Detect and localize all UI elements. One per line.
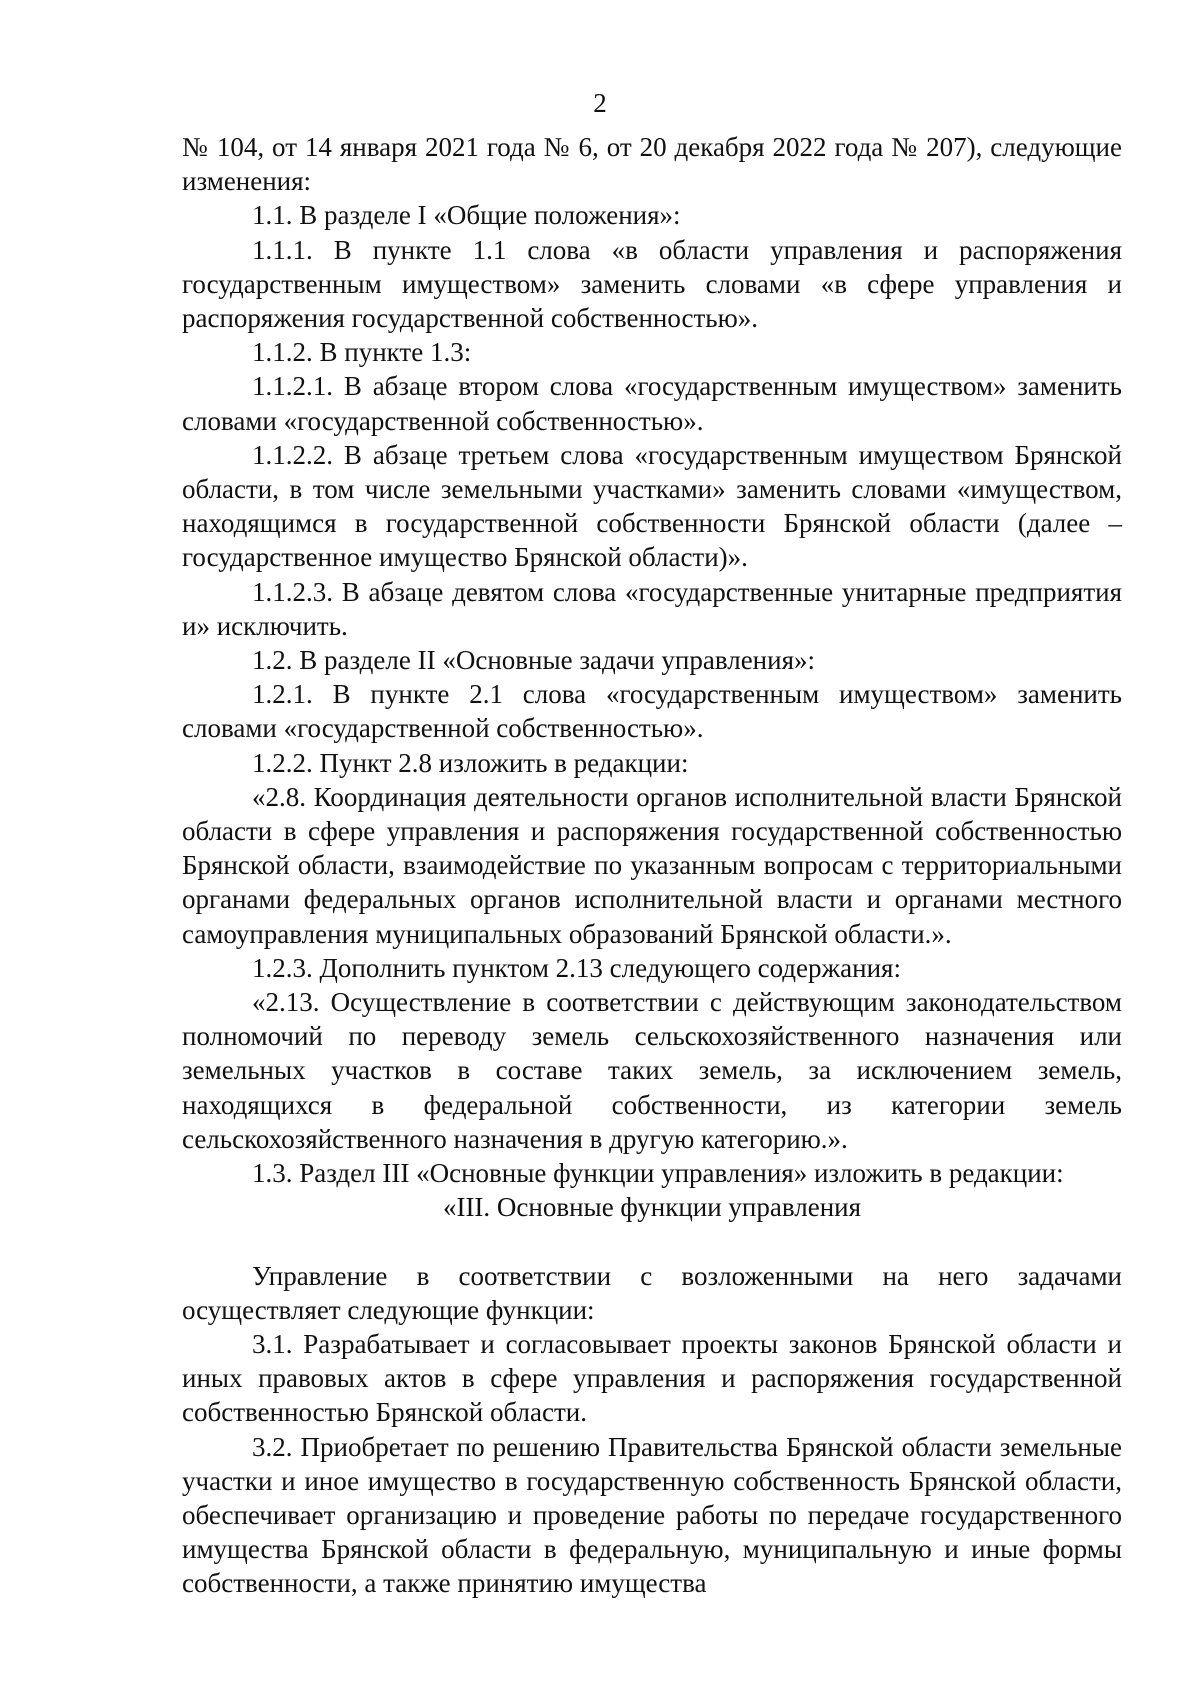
page-number: 2 (593, 88, 607, 118)
paragraph-1-3: 1.3. Раздел III «Основные функции управления» изложить в редакции: (252, 1158, 1064, 1189)
paragraph-functions-intro: Управление в соответствии с возложенными на него задачами осуществляет следующие функции: (182, 1260, 1122, 1325)
paragraph-1-1-2-3: 1.1.2.3. В абзаце девятом слова «государственные унитарные предприятия и» исключить. (182, 576, 1122, 641)
paragraph-1-1-2-2: 1.1.2.2. В абзаце третьем слова «государственным имуществом Брянской области, в том числе земельными участками» заменить словами «имуществом, находящимся в государственной собственности Брянской области (далее – государственное имущество Брянской области)». (182, 439, 1122, 573)
paragraph-3-1: 3.1. Разрабатывает и согласовывает проекты законов Брянской области и иных правовых актов в сфере управления и распоряжения государственной собственностью Брянской области. (182, 1328, 1122, 1428)
paragraph-2-8-quote: «2.8. Координация деятельности органов исполнительной власти Брянской области в сфере управления и распоряжения государственной собственностью Брянской области, взаимодействие по указанным вопросам с территориальными органами федеральных органов исполнительной власти и органами местного самоуправления муниципальных образований Брянской области.». (182, 781, 1122, 949)
paragraph-1-2-1: 1.2.1. В пункте 2.1 слова «государственным имуществом» заменить словами «государственной собственностью». (182, 679, 1122, 744)
document-body (182, 130, 1122, 1601)
blank-line (182, 1225, 1122, 1259)
paragraph-1-2: 1.2. В разделе II «Основные задачи управления»: (252, 645, 816, 676)
paragraph-1-1: 1.1. В разделе I «Общие положения»: (252, 200, 681, 231)
paragraph-continuation: № 104, от 14 января 2021 года № 6, от 20 декабря 2022 года № 207), следующие изменения: (182, 132, 1122, 197)
paragraph-1-2-3: 1.2.3. Дополнить пунктом 2.13 следующего содержания: (252, 952, 901, 983)
section-heading: «III. Основные функции управления (442, 1192, 862, 1223)
paragraph-1-1-2-1: 1.1.2.1. В абзаце втором слова «государственным имуществом» заменить словами «государственной собственностью». (182, 371, 1122, 436)
paragraph-1-2-2: 1.2.2. Пункт 2.8 изложить в редакции: (252, 747, 689, 778)
paragraph-1-1-2: 1.1.2. В пункте 1.3: (252, 337, 472, 368)
paragraph-3-2: 3.2. Приобретает по решению Правительства Брянской области земельные участки и иное имущество в государственную собственность Брянской области, обеспечивает организацию и проведение работы по передаче государственного имущества Брянской области в федеральную, муниципальную и иные формы собственности, а также принятию имущества (182, 1431, 1122, 1599)
paragraph-2-13-quote: «2.13. Осуществление в соответствии с действующим законодательством полномочий по переводу земель сельскохозяйственного назначения или земельных участков в составе таких земель, за исключением земель, находящихся в федеральной собственности, из категории земель сельскохозяйственного назначения в другую категорию.». (182, 987, 1122, 1154)
paragraph-1-1-1: 1.1.1. В пункте 1.1 слова «в области управления и распоряжения государственным имуществом» заменить словами «в сфере управления и распоряжения государственной собственностью». (182, 234, 1122, 334)
